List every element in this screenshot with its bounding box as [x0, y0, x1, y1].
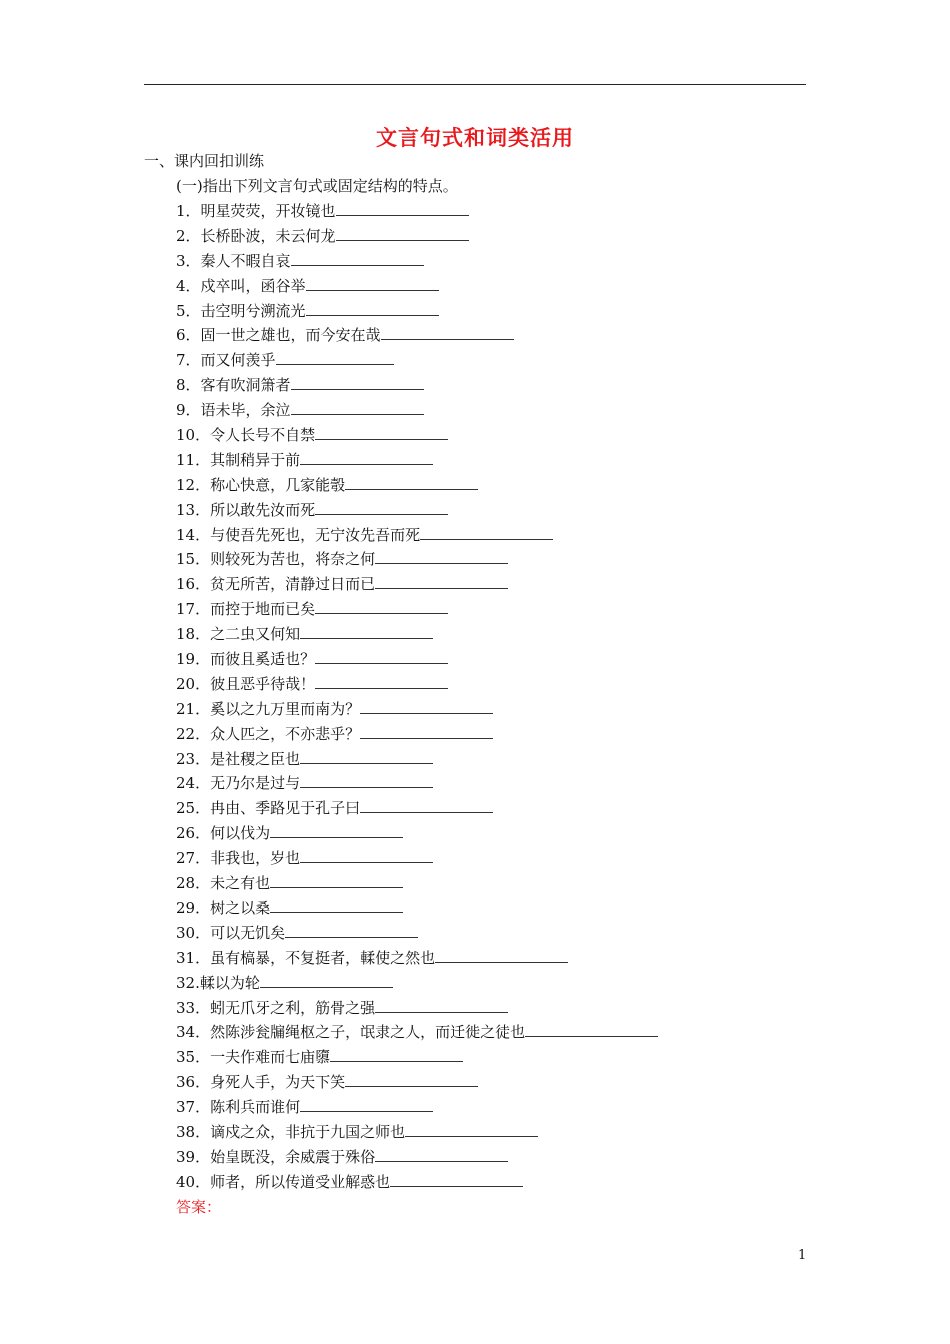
answer-blank[interactable] [315, 670, 448, 689]
exercise-number: 12． [176, 475, 211, 494]
exercise-number: 37． [176, 1098, 211, 1117]
exercise-sentence: 众人匹之，不亦悲乎？ [210, 724, 361, 743]
answer-blank[interactable] [270, 819, 403, 838]
exercise-number: 31． [176, 948, 211, 967]
answer-blank[interactable] [285, 919, 418, 938]
exercise-sentence: 秦人不暇自哀 [200, 251, 291, 270]
answer-blank[interactable] [300, 769, 433, 788]
answer-blank[interactable] [336, 197, 469, 216]
exercise-number: 23． [176, 749, 211, 768]
exercise-sentence: 彼且恶乎待哉！ [210, 674, 316, 693]
exercise-item [176, 844, 658, 869]
answer-blank[interactable] [360, 720, 493, 739]
exercise-item [176, 919, 658, 944]
answer-blank[interactable] [291, 247, 424, 266]
answer-blank[interactable] [435, 944, 568, 963]
answer-blank[interactable] [315, 645, 448, 664]
exercise-sentence: 輮以为轮 [199, 973, 260, 992]
exercise-item [176, 1018, 658, 1043]
exercise-sentence: 明星荧荧，开妆镜也 [200, 202, 336, 220]
exercise-item [176, 371, 658, 396]
answer-blank[interactable] [375, 994, 508, 1013]
exercise-number: 34． [176, 1023, 211, 1042]
exercise-item [176, 1093, 658, 1118]
answer-blank[interactable] [291, 371, 424, 390]
exercise-number: 32. [176, 973, 200, 992]
exercise-number: 39． [176, 1147, 211, 1166]
answer-blank[interactable] [345, 471, 478, 490]
exercise-sentence: 非我也，岁也 [210, 849, 301, 868]
exercise-number: 19． [176, 650, 211, 669]
exercise-sentence: 始皇既没，余威震于殊俗 [210, 1147, 376, 1166]
answer-blank[interactable] [300, 844, 433, 863]
exercise-number: 26． [176, 824, 211, 843]
exercise-item [176, 1043, 658, 1068]
exercise-number: 15． [176, 550, 211, 569]
exercise-sentence: 语未毕，余泣 [200, 401, 291, 420]
exercise-item [176, 994, 658, 1019]
exercise-sentence: 令人长号不自禁 [210, 426, 316, 445]
exercise-item [176, 247, 658, 272]
exercise-sentence: 与使吾先死也，无宁汝先吾而死 [210, 525, 421, 544]
exercise-item [176, 869, 658, 894]
exercise-number: 38． [176, 1122, 211, 1141]
exercise-number: 22． [176, 724, 211, 743]
exercise-sentence: 而彼且奚适也？ [210, 650, 316, 669]
exercise-item [176, 471, 658, 496]
exercise-item [176, 969, 658, 994]
exercise-item [176, 421, 658, 446]
exercise-number: 18． [176, 625, 211, 644]
answer-label: 答案： [176, 1198, 222, 1216]
document-title: 文言句式和词类活用 [376, 125, 574, 150]
exercise-sentence: 是社稷之臣也 [210, 749, 301, 768]
exercise-sentence: 固一世之雄也，而今安在哉 [200, 326, 381, 345]
exercise-item [176, 496, 658, 521]
exercise-number: 8． [176, 376, 201, 395]
answer-blank[interactable] [306, 297, 439, 316]
exercise-sentence: 称心快意，几家能彀 [210, 475, 346, 494]
exercise-sentence: 之二虫又何知 [210, 625, 301, 644]
exercise-item [176, 944, 658, 969]
exercise-number: 29． [176, 898, 211, 917]
answer-blank[interactable] [345, 1068, 478, 1087]
answer-blank[interactable] [291, 396, 424, 415]
exercise-number: 9． [176, 401, 201, 420]
exercise-number: 1． [176, 202, 201, 220]
exercise-item [176, 670, 658, 695]
exercise-item [176, 1068, 658, 1093]
exercise-number: 17． [176, 600, 211, 619]
answer-blank[interactable] [390, 1168, 523, 1187]
exercise-sentence: 所以敢先汝而死 [210, 500, 316, 519]
exercise-sentence: 冉由、季路见于孔子曰 [210, 799, 361, 818]
exercise-sentence: 贫无所苦，清静过日而已 [210, 575, 376, 594]
answer-blank[interactable] [336, 222, 469, 241]
answer-blank[interactable] [525, 1018, 658, 1037]
exercise-sentence: 树之以桑 [210, 898, 271, 917]
exercise-item [176, 620, 658, 645]
answer-blank[interactable] [260, 969, 393, 988]
exercise-sentence: 何以伐为 [210, 824, 271, 843]
exercise-number: 10． [176, 426, 211, 445]
exercise-sentence: 未之有也 [210, 874, 271, 893]
exercise-sentence: 虽有槁暴，不复挺者，輮使之然也 [210, 948, 436, 967]
answer-blank[interactable] [360, 794, 493, 813]
exercise-sentence: 一夫作难而七庙隳 [210, 1048, 331, 1067]
exercise-number: 3． [176, 251, 201, 270]
exercise-number: 13． [176, 500, 211, 519]
exercise-sentence: 其制稍异于前 [210, 450, 301, 469]
exercise-sentence: 师者，所以传道受业解惑也 [210, 1172, 391, 1191]
answer-blank[interactable] [300, 1093, 433, 1112]
answer-blank[interactable] [315, 421, 448, 440]
exercise-item [176, 645, 658, 670]
exercise-number: 5． [176, 301, 201, 320]
exercise-sentence: 长桥卧波，未云何龙 [200, 226, 336, 245]
answer-blank[interactable] [375, 545, 508, 564]
exercise-item [176, 446, 658, 471]
exercise-item [176, 695, 658, 720]
exercise-item [176, 272, 658, 297]
exercise-item [176, 894, 658, 919]
section-heading: 一、课内回扣训练 [144, 152, 265, 170]
exercise-item [176, 769, 658, 794]
exercise-sentence: 谪戍之众，非抗于九国之师也 [210, 1122, 406, 1141]
page-number: 1 [798, 1248, 807, 1263]
exercise-item [176, 1143, 658, 1168]
answer-blank[interactable] [381, 321, 514, 340]
exercise-number: 25． [176, 799, 211, 818]
exercise-number: 6． [176, 326, 201, 345]
exercise-sentence: 击空明兮溯流光 [200, 301, 306, 320]
answer-blank[interactable] [276, 346, 394, 365]
exercise-item [176, 545, 658, 570]
exercise-item [176, 1118, 658, 1143]
exercise-item [176, 794, 658, 819]
exercise-sentence: 奚以之九万里而南为？ [210, 699, 361, 718]
exercise-number: 36． [176, 1073, 211, 1092]
exercise-number: 11． [176, 450, 211, 469]
exercise-item [176, 346, 658, 371]
exercise-sentence: 而控于地而已矣 [210, 600, 316, 619]
exercise-number: 16． [176, 575, 211, 594]
exercise-item [176, 595, 658, 620]
answer-blank[interactable] [375, 570, 508, 589]
subsection-instruction: (一)指出下列文言句式或固定结构的特点。 [176, 177, 458, 195]
exercise-sentence: 蚓无爪牙之利，筋骨之强 [210, 998, 376, 1017]
answer-blank[interactable] [270, 894, 403, 913]
exercise-sentence: 戍卒叫，函谷举 [200, 276, 306, 295]
answer-blank[interactable] [405, 1118, 538, 1137]
exercise-number: 30． [176, 923, 211, 942]
answer-blank[interactable] [306, 272, 439, 291]
exercise-number: 2． [176, 226, 201, 245]
exercise-number: 4． [176, 276, 201, 295]
exercise-sentence: 客有吹洞箫者 [200, 376, 291, 395]
exercise-sentence: 则较死为苦也，将奈之何 [210, 550, 376, 569]
exercise-number: 20． [176, 674, 211, 693]
answer-blank[interactable] [360, 695, 493, 714]
exercise-number: 14． [176, 525, 211, 544]
exercise-item [176, 1168, 658, 1193]
answer-blank[interactable] [330, 1043, 463, 1062]
exercise-item [176, 297, 658, 322]
exercise-item [176, 570, 658, 595]
answer-blank[interactable] [315, 496, 448, 515]
exercise-sentence: 无乃尔是过与 [210, 774, 301, 793]
exercise-number: 40． [176, 1172, 211, 1191]
exercise-item [176, 745, 658, 770]
answer-blank[interactable] [375, 1143, 508, 1162]
exercise-number: 7． [176, 351, 201, 370]
answer-blank[interactable] [315, 595, 448, 614]
exercise-list [176, 197, 658, 1193]
exercise-sentence: 然陈涉瓮牖绳枢之子，氓隶之人，而迁徙之徒也 [210, 1023, 526, 1042]
answer-blank[interactable] [300, 745, 433, 764]
answer-blank[interactable] [420, 521, 553, 540]
exercise-item [176, 197, 658, 222]
exercise-number: 21． [176, 699, 211, 718]
exercise-number: 35． [176, 1048, 211, 1067]
exercise-number: 33． [176, 998, 211, 1017]
exercise-item [176, 321, 658, 346]
exercise-sentence: 身死人手，为天下笑 [210, 1073, 346, 1092]
exercise-number: 28． [176, 874, 211, 893]
exercise-number: 27． [176, 849, 211, 868]
exercise-item [176, 222, 658, 247]
exercise-sentence: 陈利兵而谁何 [210, 1098, 301, 1117]
header-rule [144, 84, 806, 85]
exercise-item [176, 396, 658, 421]
exercise-number: 24． [176, 774, 211, 793]
exercise-item [176, 819, 658, 844]
answer-blank[interactable] [300, 446, 433, 465]
answer-blank[interactable] [300, 620, 433, 639]
exercise-item [176, 521, 658, 546]
answer-blank[interactable] [270, 869, 403, 888]
exercise-sentence: 可以无饥矣 [210, 923, 286, 942]
exercise-sentence: 而又何羡乎 [200, 351, 276, 370]
exercise-item [176, 720, 658, 745]
